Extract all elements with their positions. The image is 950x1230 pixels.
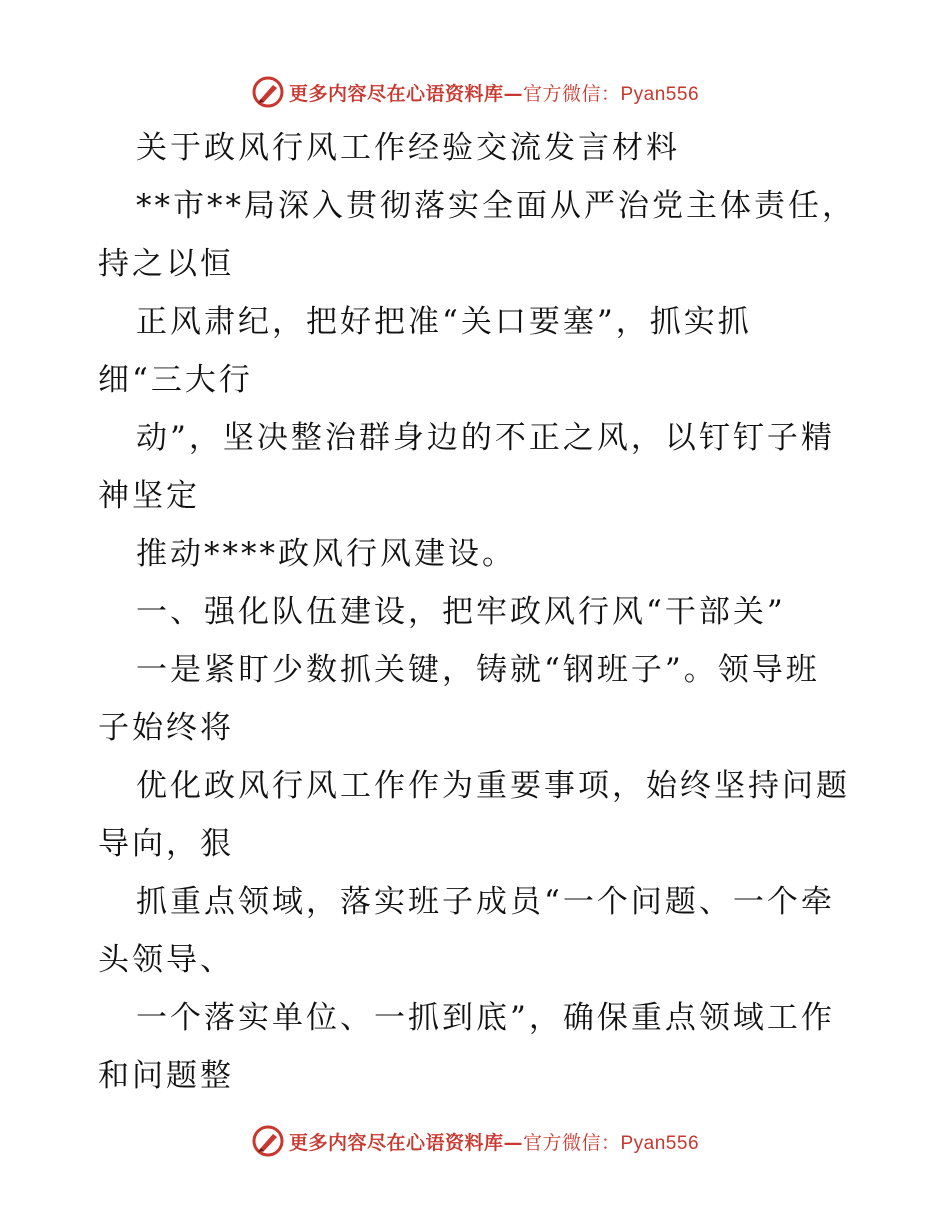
paragraph-line: 子始终将: [98, 710, 234, 746]
wechat-id: 官方微信：Pyan556: [523, 83, 700, 105]
pen-logo-icon: [251, 1124, 285, 1158]
paragraph-line: 导向，狠: [98, 826, 234, 862]
banner-title: 更多内容尽在心语资料库—官方微信：Pyan556: [288, 82, 700, 105]
paragraph-line: 推动****政风行风建设。: [136, 536, 516, 572]
paragraph-line: 细“三大行: [98, 362, 253, 398]
paragraph-line: 优化政风行风工作作为重要事项，始终坚持问题: [136, 768, 850, 804]
banner-title: 更多内容尽在心语资料库—官方微信：Pyan556: [288, 1131, 700, 1154]
wechat-id: 官方微信：Pyan556: [523, 1132, 700, 1154]
paragraph-line: 一个落实单位、一抓到底”，确保重点领域工作: [136, 1000, 835, 1036]
footer-banner: [0, 1121, 950, 1161]
header-banner: [0, 72, 950, 112]
paragraph-line: 头领导、: [98, 942, 234, 978]
paragraph-line: 和问题整: [98, 1058, 234, 1094]
paragraph-line: 神坚定: [98, 478, 200, 514]
paragraph-line: 动”，坚决整治群身边的不正之风，以钉钉子精: [136, 420, 835, 456]
document-title: 关于政风行风工作经验交流发言材料: [136, 130, 680, 166]
paragraph-line: **市**局深入贯彻落实全面从严治党主体责任，: [136, 188, 856, 224]
paragraph-line: 持之以恒: [98, 246, 234, 282]
paragraph-line: 正风肃纪，把好把准“关口要塞”，抓实抓: [136, 304, 752, 340]
pen-logo-icon: [251, 75, 285, 109]
paragraph-line: 一是紧盯少数抓关键，铸就“钢班子”。领导班: [136, 652, 820, 688]
paragraph-line: 抓重点领域，落实班子成员“一个问题、一个牵: [136, 884, 835, 920]
section-heading: 一、强化队伍建设，把牢政风行风“干部关”: [136, 594, 786, 630]
